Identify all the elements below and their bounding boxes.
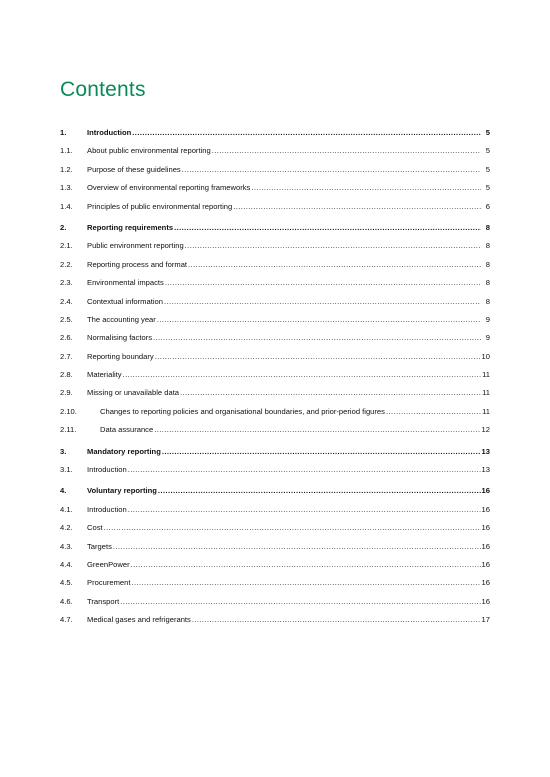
toc-number: 2.6. <box>60 333 73 343</box>
toc-label: Introduction <box>87 128 132 137</box>
page-title: Contents <box>60 78 146 101</box>
toc-entry-4[interactable] <box>60 482 490 500</box>
toc-entry-1-4[interactable] <box>60 198 490 216</box>
toc-number: 4.6. <box>60 596 73 606</box>
toc-page-number: 10 <box>481 351 490 361</box>
toc-entry-2-2[interactable] <box>60 256 490 274</box>
toc-number: 2.11. <box>60 425 77 435</box>
dot-leader <box>113 538 481 556</box>
toc-page-number: 13 <box>481 446 490 456</box>
toc-entry-2-11[interactable] <box>60 421 490 439</box>
toc-entry-4-4[interactable] <box>60 556 490 574</box>
toc-entry-4-7[interactable] <box>60 611 490 629</box>
toc-page-number: 17 <box>481 615 490 625</box>
toc-number: 2.9. <box>60 388 73 398</box>
toc-number: 4.1. <box>60 504 73 514</box>
toc-label: About public environmental reporting <box>87 146 211 156</box>
dot-leader <box>157 311 481 329</box>
toc-entry-2-1[interactable] <box>60 237 490 255</box>
toc-page-number: 8 <box>485 222 490 232</box>
dot-leader <box>132 124 481 142</box>
toc-label: Introduction <box>87 465 127 475</box>
toc-number: 4.4. <box>60 559 73 569</box>
dot-leader <box>155 348 481 366</box>
toc-number: 1. <box>60 128 67 137</box>
toc-page-number: 16 <box>481 504 490 514</box>
toc-page-number: 5 <box>485 183 490 193</box>
toc-number: 4.2. <box>60 523 73 533</box>
toc-page-number: 6 <box>485 201 490 211</box>
dot-leader <box>128 501 481 519</box>
toc-label: Transport <box>87 596 120 606</box>
toc-entry-3-1[interactable] <box>60 461 490 479</box>
toc-entry-1-2[interactable] <box>60 161 490 179</box>
toc-label: Medical gases and refrigerants <box>87 615 191 625</box>
toc-entry-1-1[interactable] <box>60 142 490 160</box>
dot-leader <box>158 482 481 500</box>
toc-entry-2-7[interactable] <box>60 348 490 366</box>
dot-leader <box>128 461 481 479</box>
dot-leader <box>104 519 481 537</box>
dot-leader <box>185 237 481 255</box>
dot-leader <box>164 293 481 311</box>
toc-label: Data assurance <box>100 425 154 435</box>
toc-label: Normalising factors <box>87 333 152 343</box>
toc-page-number: 5 <box>485 128 490 137</box>
toc-page-number: 13 <box>481 465 490 475</box>
toc-label: Procurement <box>87 578 131 588</box>
toc-page-number: 8 <box>485 241 490 251</box>
dot-leader <box>162 443 481 461</box>
toc-number: 2.1. <box>60 241 73 251</box>
toc-page-number: 5 <box>485 164 490 174</box>
toc-page-number: 5 <box>485 146 490 156</box>
toc-page-number: 16 <box>481 523 490 533</box>
toc-number: 4.7. <box>60 615 73 625</box>
toc-entry-2-9[interactable] <box>60 384 490 402</box>
toc-entry-2-4[interactable] <box>60 293 490 311</box>
dot-leader <box>120 593 480 611</box>
dot-leader <box>180 384 481 402</box>
toc-number: 1.4. <box>60 201 73 211</box>
toc-number: 2.3. <box>60 278 73 288</box>
toc-page-number: 8 <box>485 278 490 288</box>
toc-label: Cost <box>87 523 103 533</box>
toc-page-number: 11 <box>482 370 490 380</box>
toc-number: 2.5. <box>60 314 73 324</box>
toc-page-number: 11 <box>482 406 490 416</box>
dot-leader <box>153 329 481 347</box>
dot-leader <box>123 366 481 384</box>
dot-leader <box>131 574 480 592</box>
toc-page-number: 16 <box>481 486 490 496</box>
toc-label: Targets <box>87 541 112 551</box>
dot-leader <box>165 274 481 292</box>
dot-leader <box>233 198 481 216</box>
toc-page-number: 8 <box>485 296 490 306</box>
dot-leader <box>386 403 481 421</box>
toc-entry-2-6[interactable] <box>60 329 490 347</box>
toc-label: Public environment reporting <box>87 241 184 251</box>
toc-number: 2. <box>60 222 67 232</box>
toc-entry-2[interactable] <box>60 219 490 237</box>
toc-number: 3.1. <box>60 465 73 475</box>
toc-page-number: 16 <box>481 578 490 588</box>
toc-label: GreenPower <box>87 559 130 569</box>
dot-leader <box>182 161 481 179</box>
toc-entry-4-3[interactable] <box>60 538 490 556</box>
toc-number: 1.2. <box>60 164 73 174</box>
toc-label: Overview of environmental reporting frameworks <box>87 183 251 193</box>
toc-entry-2-10[interactable] <box>60 403 490 421</box>
toc-number: 1.1. <box>60 146 73 156</box>
toc-page-number: 16 <box>481 541 490 551</box>
toc-entry-4-6[interactable] <box>60 593 490 611</box>
table-of-contents <box>60 124 490 630</box>
dot-leader <box>251 179 481 197</box>
toc-label: Reporting boundary <box>87 351 154 361</box>
toc-number: 2.2. <box>60 259 73 269</box>
dot-leader <box>154 421 480 439</box>
dot-leader <box>174 219 481 237</box>
toc-label: Introduction <box>87 504 127 514</box>
toc-number: 4. <box>60 486 67 496</box>
toc-entry-3[interactable] <box>60 443 490 461</box>
toc-number: 2.4. <box>60 296 73 306</box>
toc-entry-1[interactable] <box>60 124 490 142</box>
toc-entry-4-1[interactable] <box>60 501 490 519</box>
dot-leader <box>131 556 481 574</box>
toc-entry-2-5[interactable] <box>60 311 490 329</box>
toc-page-number: 8 <box>485 259 490 269</box>
toc-number: 3. <box>60 446 67 456</box>
toc-number: 4.5. <box>60 578 73 588</box>
toc-entry-2-3[interactable] <box>60 274 490 292</box>
toc-label: Environmental impacts <box>87 278 164 288</box>
toc-label: Contextual information <box>87 296 163 306</box>
toc-number: 2.10. <box>60 406 77 416</box>
toc-entry-4-2[interactable] <box>60 519 490 537</box>
toc-page-number: 16 <box>481 596 490 606</box>
toc-number: 4.3. <box>60 541 73 551</box>
toc-label: Reporting requirements <box>87 222 174 232</box>
dot-leader <box>212 142 481 160</box>
toc-label: Changes to reporting policies and organisational boundaries, and prior-period figures <box>100 406 385 416</box>
toc-page-number: 9 <box>485 333 490 343</box>
toc-page-number: 11 <box>482 388 490 398</box>
toc-label: Voluntary reporting <box>87 486 157 496</box>
toc-entry-1-3[interactable] <box>60 179 490 197</box>
toc-page-number: 9 <box>485 314 490 324</box>
toc-entry-4-5[interactable] <box>60 574 490 592</box>
toc-label: Purpose of these guidelines <box>87 164 181 174</box>
toc-entry-2-8[interactable] <box>60 366 490 384</box>
toc-label: Materiality <box>87 370 122 380</box>
toc-number: 2.7. <box>60 351 73 361</box>
dot-leader <box>188 256 481 274</box>
toc-page-number: 16 <box>481 559 490 569</box>
toc-label: Missing or unavailable data <box>87 388 180 398</box>
toc-label: The accounting year <box>87 314 156 324</box>
toc-page-number: 12 <box>481 425 490 435</box>
toc-number: 2.8. <box>60 370 73 380</box>
dot-leader <box>192 611 481 629</box>
toc-label: Mandatory reporting <box>87 446 161 456</box>
toc-label: Principles of public environmental reporting <box>87 201 233 211</box>
toc-label: Reporting process and format <box>87 259 188 269</box>
toc-number: 1.3. <box>60 183 73 193</box>
